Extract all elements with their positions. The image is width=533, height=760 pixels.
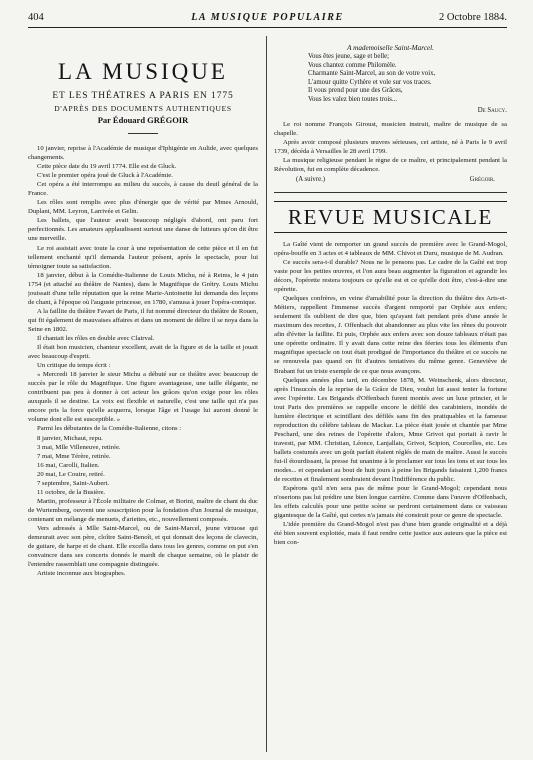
- paragraph: Le roi assistait avec toute la cour à une représentation de cette pièce et il en fut tellement enchanté qu'il demanda l'auteur présent, après le spectacle, pour lui témoigner toute sa satisfaction.: [28, 244, 258, 270]
- debut-list-item: 16 mai, Carolli, Italien.: [37, 461, 100, 469]
- revue-paragraph: Ce succès sera-t-il durable? Nous ne le pensons pas. Le cadre de la Gaîté est trop vaste pour les petites œuvres, et l'on aura beau augmenter la figuration et agrandir les décors, l'opérette restera toujours ce qu'elle est et ce qu'elle doit être, c'est-à-dire une opérette.: [274, 258, 507, 294]
- to-be-continued: (A suivre.): [296, 175, 326, 183]
- debut-list-item: 7 septembre, Saint-Aubert.: [37, 479, 110, 487]
- poem-verse: Charmante Saint-Marcel, au son de votre voix,: [308, 70, 436, 78]
- signoff-author: Grégoir.: [469, 175, 495, 183]
- poem-verse: Il vous prend pour une des Grâces,: [308, 87, 403, 95]
- journal-title: LA MUSIQUE POPULAIRE: [191, 12, 344, 23]
- revue-title-box: [274, 201, 507, 233]
- poem-verse: L'amour quitte Cythère et vole sur vos traces.: [308, 78, 432, 86]
- debut-list-item: 20 mai, Le Coutre, retiré.: [37, 470, 105, 478]
- critic-quote: « Mercredi 18 janvier le sieur Michu a débuté sur ce théâtre avec beaucoup de succès par le rôle du Magnifique. Une figure avantageuse, une taille élégante, ne contribuent pas peu à donner à cet acteur les grâces qu'on exige pour les rôles auxquels il se destine. La voix est flexible et naturelle, c'est une taille qui n'a pas encore pris la force qu'elle acquerra, lorsque l'âge et l'usage lui auront donné le volume dont elle est susceptible. »: [28, 371, 258, 424]
- poem-heading: A mademoiselle Saint-Marcel.: [347, 44, 434, 52]
- paragraph: Il était bon musicien, chanteur excellent, avait de la figure et de la taille et jouait avec beaucoup d'esprit.: [28, 344, 258, 361]
- paragraph: 18 janvier, début à la Comédie-Italienne de Louis Michu, né à Reims, le 4 juin 1754 (et attaché au théâtre de Nantes), dans le Magnifique de Grétry. Louis Michu jouissait d'une telle réputation que la reine Marie-Antoinette lui demanda des leçons de chant, à l'époque où l'auguste princesse, en 1780, s'amusa à jouer l'opéra-comique.: [28, 271, 258, 306]
- debut-list-item: 11 octobre, de la Busière.: [37, 488, 106, 496]
- paragraph: La musique religieuse pendant le règne de ce maître, et principalement pendant la Révolution, fut en complète décadence.: [274, 156, 507, 173]
- paragraph: Cet opéra a été interrompu au milieu du succès, à cause du deuil général de la France.: [28, 181, 258, 198]
- article-title: LA MUSIQUE: [58, 59, 228, 84]
- paragraph: C'est le premier opéra joué de Gluck à l'Académie.: [37, 172, 173, 180]
- paragraph: Un critique du temps écrit :: [37, 362, 111, 370]
- paragraph: Martin, professeur à l'École militaire de Colmar, et Borini, maître de chant du duc de Wurtemberg, ouvrent une souscription pour la fondation d'un Journal de musique, contenant un mélange de menuets, d'ariettes, etc., nouvellement composés.: [28, 497, 258, 523]
- debut-list-item: 8 janvier, Michaut, repu.: [37, 434, 103, 442]
- article-author: Par Édouard GRÉGOIR: [97, 115, 189, 125]
- paragraph: Artiste inconnue aux biographes.: [37, 570, 126, 578]
- article-subtitle: ET LES THÉATRES A PARIS EN 1775: [52, 91, 234, 101]
- paragraph: 10 janvier, reprise à l'Académie de musique d'Iphigénie en Aulide, avec quelques changements.: [28, 145, 258, 162]
- section-separator: [274, 192, 507, 193]
- poem-verse: Vous les valez bien toutes trois...: [308, 95, 397, 103]
- paragraph: Après avoir composé plusieurs œuvres sérieuses, cet artiste, né à Paris le 9 avril 1739, décéda à Versailles le 28 avril 1799.: [274, 138, 507, 155]
- paragraph: Les rôles sont remplis avec plus d'énergie que de vérité par Mmes Arnould, Duplant, MM. Leyron, Larrivée et Gelin.: [28, 199, 258, 216]
- poem-verse: Vous chantez comme Philomèle.: [308, 61, 397, 69]
- revue-paragraph: Espérons qu'il n'en sera pas de même pour le Grand-Mogol; cependant nous n'oserions pas lui prédire une bien longue carrière. Comme dans l'œuvre d'Offenbach, les effets calculés pour une petite scène se perdront certainement dans ce vaisseau gigantesque de la Gaîté, qui certes n'a jamais été construit pour ce genre de spectacle.: [274, 485, 507, 520]
- debut-list-item: 3 mai, Mlle Villeneuve, retirée.: [37, 443, 121, 451]
- article-subtitle-sources: D'APRÈS DES DOCUMENTS AUTHENTIQUES: [54, 104, 232, 113]
- debut-list-item: 7 mai, Mme Térère, retirée.: [37, 452, 111, 460]
- revue-title: REVUE MUSICALE: [288, 204, 493, 229]
- revue-paragraph: Quelques années plus tard, en décembre 1878, M. Weinschenk, alors directeur, après l'insuccès de la reprise de la Grâce de Dieu, voulut lui aussi tenter la fortune avec l'opérette. Les Brigands d'Offenbach furent montés avec un luxe princier, et le tout Paris des premières se rappelle encore le défilé des carabiniers, inondés de lumière électrique et scintillant des défilés sans fin des pratiquables et la fameuse reproduction du célèbre tableau de Mackar. La pièce était jouée et chantée par Mme Peschard, une des reines de l'opérette d'alors, Mme Grivot qui portait à ravir le travesti, par MM. Christian, Léonce, Lanjallais, Grivot, Scipion, Courcelles, etc. Les ballets costumés avec un goût parfait étaient réglés de main de maître. Aussi le succès fut-il étourdissant, la presse fut unanime à le proclamer sur tous les tons et sur tous les modes... et cependant au bout de huit jours à peine les Brigands faisaient 1,200 francs de recettes et finalement sombraient devant l'indifférence du public.: [274, 376, 507, 484]
- paragraph: A la faillite du théâtre Favart de Paris, il fut nommé directeur du théâtre de Rouen, qui fit également de mauvaises affaires et dans un moment de délire il se noya dans la Seine en 1802.: [28, 307, 258, 333]
- article-column-right: [274, 41, 507, 753]
- revue-paragraph: Quelques confrères, en veine d'amabilité pour la direction du théâtre des Arts-et-Métiers, rappellent l'immense succès d'argent remporté par Orphée aux enfers; seulement ils oublient de dire que, bien qu'ayant fait pendant près d'une année le maximum des recettes, J. Offenbach dut abandonner au plus vite les rênes du pouvoir afin d'éviter la faillite. Et puis, Orphée aux enfers avec son douze tableaux n'était pas une opérette ordinaire. Il y avait dans cette reine des féeries tous les éléments d'un magnifique spectacle on tout était prodigué de l'importance du théâtre et ce succès ne se renouvela pas quand on fit d'autres tentatives du même genre. Geneviève de Brabant fut un triste exemple de ce que nous avançons.: [274, 295, 507, 375]
- page-number: 404: [28, 12, 44, 23]
- title-rule: [128, 133, 158, 134]
- running-header: [28, 11, 507, 28]
- paragraph: Il chantait les rôles en double avec Clairval.: [37, 334, 155, 342]
- poem-verse: Vous êtes jeune, sage et belle;: [308, 53, 390, 60]
- paragraph: Cette pièce date du 19 avril 1774. Elle est de Gluck.: [37, 163, 177, 171]
- revue-paragraph: L'idée première du Grand-Mogol n'est pas d'une bien grande originalité et a déjà été bien souvent exploitée, mais il faut rendre cette justice aux auteurs que la pièce est bien con-: [274, 521, 507, 547]
- paragraph: Les ballets, que l'auteur avait beaucoup négligés d'abord, ont paru fort perfectionnés. Les amateurs applaudissent surtout une danse de lutteurs qu'on dit être une merveille.: [28, 217, 258, 243]
- paragraph: Vers adressés à Mlle Saint-Marcel, ou de Saint-Marcel, jeune virtuose qui demeurait avec son père, cloître Saint-Benoît, et qui donnait des leçons de clavecin, de guitare, de harpe et de chant. Elle excella dans tous les genres, comme on put s'en convaincre dans ses concerts donnés le mardi de chaque semaine, où le plaisir de l'entendre rassemblait une compagnie distinguée.: [28, 524, 258, 569]
- issue-date: 2 Octobre 1884.: [439, 12, 507, 23]
- article-signoff: [274, 175, 507, 184]
- article-column-left: [28, 41, 258, 753]
- paragraph: Le roi nomme François Giroust, musicien instruit, maître de musique de sa chapelle.: [274, 120, 507, 137]
- revue-paragraph: La Gaîté vient de remporter un grand succès de première avec le Grand-Mogol, opéra-bouffe en 3 actes et 4 tableaux de MM. Chivot et Duru, musique de M. Audran.: [274, 240, 507, 257]
- poem-signature: De Saucy.: [477, 106, 507, 114]
- column-divider: [266, 36, 267, 752]
- paragraph: Parmi les débutantes de la Comédie-Italienne, citons :: [37, 425, 182, 433]
